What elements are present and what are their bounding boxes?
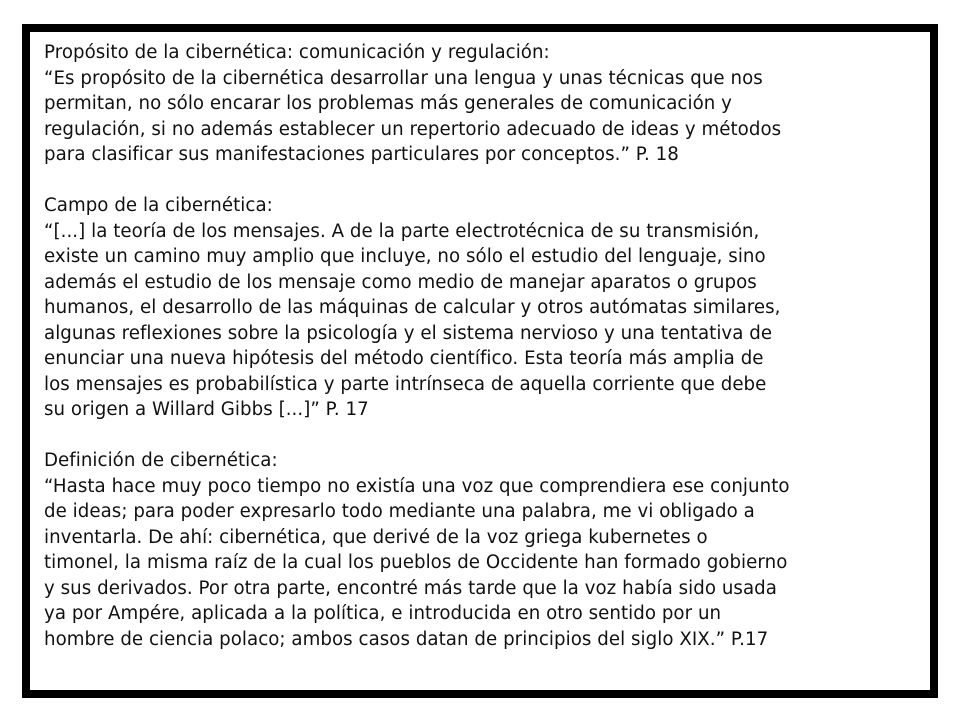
section-definicion bbox=[44, 448, 924, 652]
quote-line: los mensajes es probabilística y parte intrínseca de aquella corriente que debe bbox=[44, 373, 767, 395]
quote-line: existe un camino muy amplio que incluye, no sólo el estudio del lenguaje, sino bbox=[44, 246, 766, 267]
quote-line: y sus derivados. Por otra parte, encontré más tarde que la voz había sido usada bbox=[44, 577, 777, 599]
quote-line: ya por Ampére, aplicada a la política, e introducida en otro sentido por un bbox=[44, 603, 722, 624]
quote-line: permitan, no sólo encarar los problemas más generales de comunicación y bbox=[44, 93, 732, 114]
quote-line: hombre de ciencia polaco; ambos casos datan de principios del siglo XIX.” P.17 bbox=[44, 628, 769, 650]
quote-line: enunciar una nueva hipótesis del método científico. Esta teoría más amplia de bbox=[44, 348, 764, 369]
section-proposito bbox=[44, 40, 924, 168]
section-heading: Definición de cibernética: bbox=[44, 450, 278, 471]
quote-line: para clasificar sus manifestaciones particulares por conceptos.” P. 18 bbox=[44, 144, 679, 165]
section-heading: Campo de la cibernética: bbox=[44, 195, 273, 216]
quote-line: su origen a Willard Gibbs [...]” P. 17 bbox=[44, 399, 369, 420]
quote-line: de ideas; para poder expresarlo todo mediante una palabra, me vi obligado a bbox=[44, 501, 755, 522]
slide-frame bbox=[22, 24, 938, 698]
section-campo bbox=[44, 193, 924, 423]
quote-line: “Es propósito de la cibernética desarrollar una lengua y unas técnicas que nos bbox=[44, 67, 763, 89]
quote-line: timonel, la misma raíz de la cual los pueblos de Occidente han formado gobierno bbox=[44, 552, 788, 573]
slide-text-body bbox=[44, 40, 924, 652]
quote-line: “Hasta hace muy poco tiempo no existía una voz que comprendiera ese conjunto bbox=[44, 475, 790, 497]
quote-line: regulación, si no además establecer un repertorio adecuado de ideas y métodos bbox=[44, 118, 782, 140]
quote-line: “[...] la teoría de los mensajes. A de la parte electrotécnica de su transmisión, bbox=[44, 220, 760, 242]
section-heading: Propósito de la cibernética: comunicación y regulación: bbox=[44, 42, 550, 63]
quote-line: inventarla. De ahí: cibernética, que derivé de la voz griega kubernetes o bbox=[44, 526, 708, 548]
quote-line: algunas reflexiones sobre la psicología y el sistema nervioso y una tentativa de bbox=[44, 322, 773, 344]
quote-line: además el estudio de los mensaje como medio de manejar aparatos o grupos bbox=[44, 271, 757, 293]
quote-line: humanos, el desarrollo de las máquinas de calcular y otros autómatas similares, bbox=[44, 297, 781, 318]
